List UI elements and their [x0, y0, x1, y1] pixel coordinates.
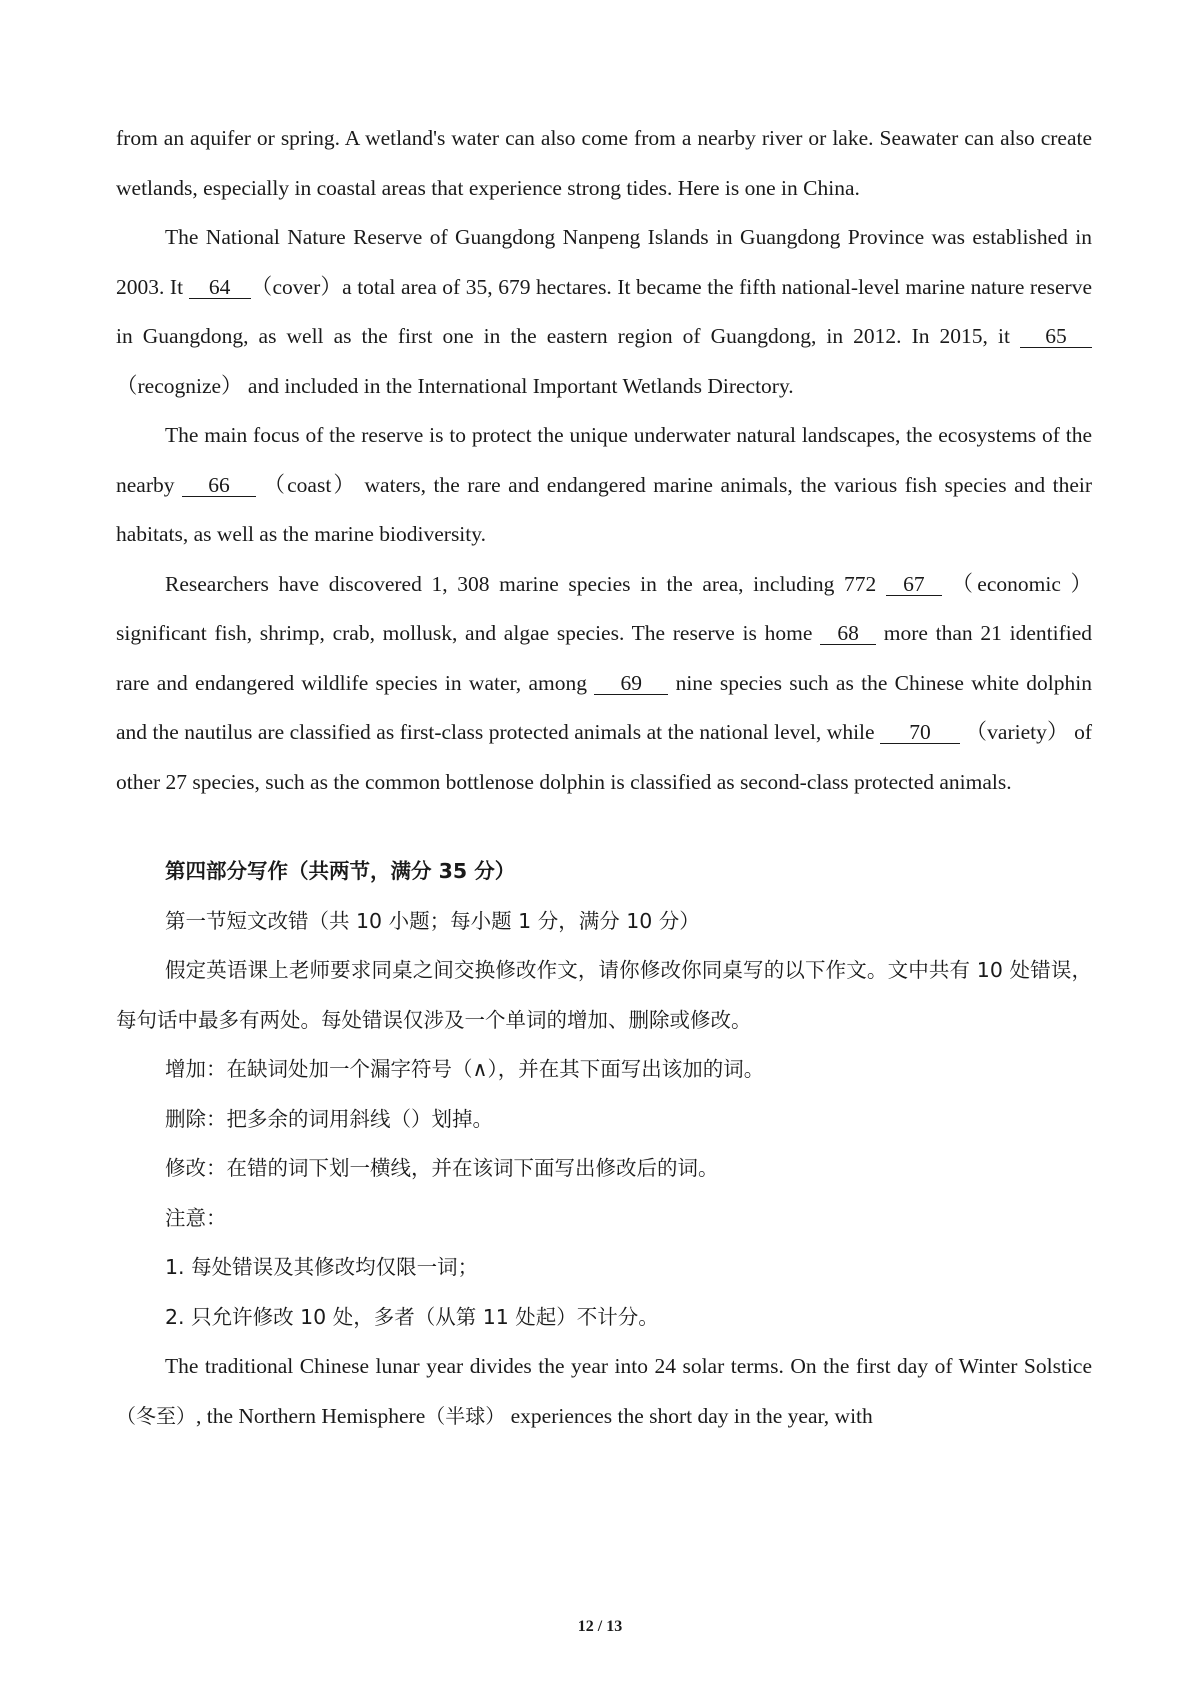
text-segment: The main focus of the reserve is to protect the unique underwater natural landscapes, the ecosystems of the nearby [116, 423, 1092, 497]
text-segment: Researchers have discovered 1, 308 marine species in the area, including 772 [165, 571, 886, 596]
blank-65: 65 [1020, 325, 1092, 348]
exam-page [116, 114, 1092, 1441]
text-segment: experiences the short day in the year, with [505, 1403, 873, 1428]
blank-68: 68 [820, 622, 876, 645]
blank-66: 66 [182, 474, 256, 497]
text-segment: （variety） of other 27 species, such as the common bottlenose dolphin is classified as second-class protected animals. [116, 720, 1092, 794]
section1-title: 第一节短文改错（共 10 小题；每小题 1 分，满分 10 分） [165, 908, 700, 933]
instructions-intro: 假定英语课上老师要求同桌之间交换修改作文，请你修改你同桌写的以下作文。文中共有 10 处错误，每句话中最多有两处。每处错误仅涉及一个单词的增加、删除或修改。 [116, 958, 1092, 1032]
blank-69: 69 [594, 672, 668, 695]
chinese-gloss: （冬至） [116, 1403, 196, 1428]
blank-70: 70 [880, 721, 960, 744]
passage-paragraph-1 [116, 213, 1092, 411]
chinese-gloss: （半球） [425, 1403, 506, 1428]
text-segment: The traditional Chinese lunar year divides the year into 24 solar terms. On the first day of Winter Solstice [165, 1354, 1092, 1378]
passage-paragraph-2 [116, 411, 1092, 560]
part4-heading: 第四部分写作（共两节，满分 35 分） [165, 859, 516, 883]
text-segment: （economic ）significant fish, shrimp, crab, mollusk, and algae species. The reserve is home [116, 571, 1092, 645]
note-item-1: 1. 每处错误及其修改均仅限一词； [165, 1255, 479, 1279]
text-segment: （recognize） and included in the International Important Wetlands Directory. [116, 373, 794, 398]
note-item-2: 2. 只允许修改 10 处，多者（从第 11 处起）不计分。 [165, 1304, 659, 1329]
instruction-add: 增加：在缺词处加一个漏字符号（∧），并在其下面写出该加的词。 [165, 1057, 765, 1081]
page-number: 12 / 13 [577, 1618, 623, 1635]
passage-paragraph-0: from an aquifer or spring. A wetland's water can also come from a nearby river or lake. Seawater can also create wetlands, especially in coastal areas that experience strong tides. Here is one in China. [116, 126, 1092, 200]
text-segment: （coast） waters, the rare and endangered marine animals, the various fish species and their habitats, as well as the marine biodiversity. [116, 472, 1093, 546]
text-segment: （cover）a total area of 35, 679 hectares. It became the fifth national-level marine nature reserve in Guangdong, as well as the first one in the eastern region of Guangdong, in 2012. In 2015, it [116, 274, 1092, 348]
blank-64: 64 [189, 276, 251, 299]
text-segment: The National Nature Reserve of Guangdong Nanpeng Islands in Guangdong Province was established in 2003. It [116, 225, 1092, 299]
text-segment: nine species such as the Chinese white dolphin and the nautilus are classified as first-class protected animals at the national level, while [116, 670, 1092, 744]
text-segment: , the Northern Hemisphere [196, 1403, 426, 1428]
blank-67: 67 [886, 573, 942, 596]
passage-paragraph-3 [116, 560, 1092, 808]
essay-paragraph [116, 1342, 1092, 1441]
note-label: 注意： [165, 1205, 227, 1230]
instruction-modify: 修改：在错的词下划一横线，并在该词下面写出修改后的词。 [165, 1156, 719, 1180]
part4-section [116, 847, 1092, 1342]
instruction-delete: 删除：把多余的词用斜线（）划掉。 [165, 1106, 493, 1131]
text-segment: more than 21 identified rare and endangered wildlife species in water, among [116, 621, 1092, 695]
